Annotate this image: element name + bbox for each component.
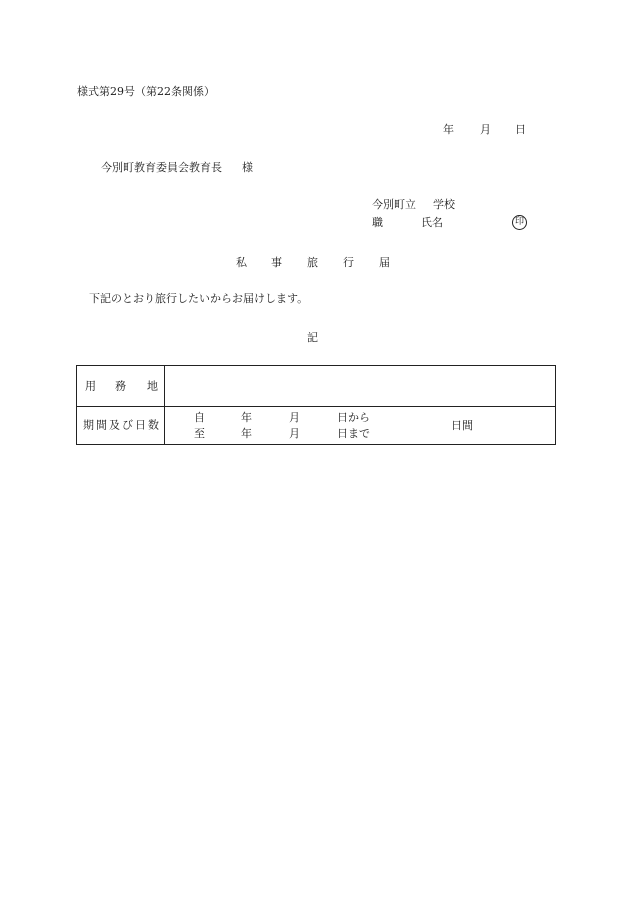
destination-label-char: 用	[85, 379, 96, 393]
to-day-label: 日まで	[337, 427, 370, 440]
seal-icon: 印	[512, 215, 527, 230]
body-text: 下記のとおり旅行したいからお届けします。	[89, 292, 309, 305]
period-row	[77, 406, 555, 444]
days-label: 日間	[451, 419, 473, 432]
from-prefix: 自	[194, 411, 205, 424]
date-day-label: 日	[515, 123, 526, 136]
destination-label-char: 地	[147, 379, 158, 393]
to-prefix: 至	[194, 427, 205, 440]
date-year-label: 年	[443, 123, 454, 136]
title-char: 旅	[307, 256, 318, 269]
school-prefix: 今別町立	[372, 198, 416, 211]
to-month-label: 月	[289, 427, 300, 440]
title-char: 事	[271, 256, 282, 269]
from-month-label: 月	[289, 411, 300, 424]
name-label: 氏名	[421, 216, 443, 229]
destination-label-char: 務	[115, 379, 126, 393]
school-suffix: 学校	[433, 198, 455, 211]
period-label: 期間及び日数	[83, 418, 161, 432]
form-number: 様式第29号（第22条関係）	[77, 85, 215, 98]
addressee	[101, 162, 253, 173]
destination-row	[77, 366, 555, 407]
title-char: 届	[379, 256, 390, 269]
school-line	[372, 199, 455, 210]
addressee-name: 今別町教育委員会教育長	[101, 161, 222, 174]
date-month-label: 月	[480, 123, 491, 136]
from-year-label: 年	[241, 411, 252, 424]
title-char: 私	[236, 256, 247, 269]
period-label-cell	[77, 406, 165, 444]
to-year-label: 年	[241, 427, 252, 440]
destination-label-cell	[77, 366, 165, 406]
from-day-label: 日から	[337, 411, 370, 424]
addressee-honorific: 様	[242, 161, 253, 174]
detail-table	[76, 365, 556, 445]
title-char: 行	[343, 256, 354, 269]
position-label: 職	[372, 216, 383, 229]
ki-heading: 記	[307, 331, 318, 344]
